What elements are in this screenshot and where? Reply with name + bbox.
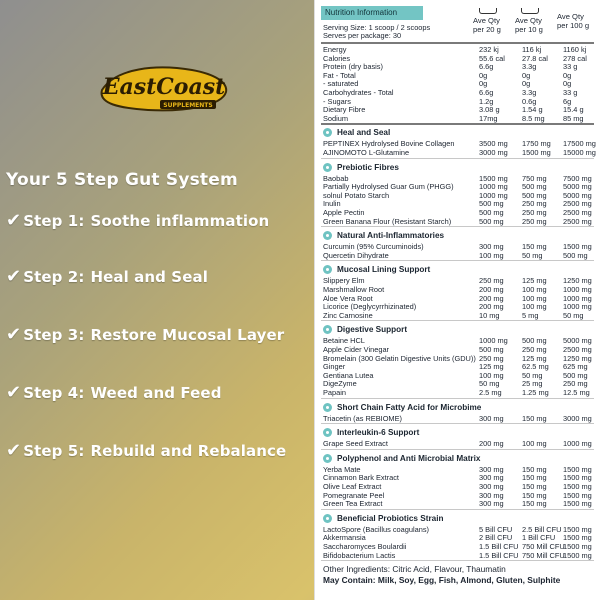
- quantity-cell: 1000 mg: [563, 293, 592, 303]
- quantity-cell: 150 mg: [522, 413, 547, 423]
- header-divider: [321, 42, 594, 44]
- quantity-cell: 7500 mg: [563, 173, 592, 183]
- section-divider: [321, 320, 594, 321]
- ingredient-name: PEPTINEX Hydrolysed Bovine Collagen: [323, 139, 455, 149]
- section-title: [323, 513, 443, 524]
- quantity-cell: 5000 mg: [563, 336, 592, 346]
- section-title: [323, 264, 430, 275]
- checkmark-icon: ✔: [6, 266, 22, 287]
- step-text: Heal and Seal: [90, 267, 208, 286]
- section-icon: [323, 128, 332, 137]
- ingredient-name: Pomegranate Peel: [323, 490, 385, 500]
- nutrition-panel: [314, 0, 600, 600]
- quantity-cell: 1500 mg: [563, 542, 592, 551]
- quantity-cell: 300 mg: [479, 473, 504, 483]
- quantity-cell: 2500 mg: [563, 199, 592, 209]
- quantity-cell: 500 mg: [479, 345, 504, 354]
- section-icon: [323, 428, 332, 437]
- quantity-cell: 150 mg: [522, 464, 547, 474]
- ingredient-name: Quercetin Dihydrate: [323, 250, 389, 260]
- quantity-cell: 1 Bill CFU: [522, 533, 556, 543]
- ingredient-name: AJINOMOTO L-Glutamine: [323, 148, 410, 157]
- ingredient-name: Apple Cider Vinegar: [323, 345, 390, 354]
- ingredient-name: Olive Leaf Extract: [323, 482, 382, 491]
- step-2: [6, 266, 208, 287]
- quantity-cell: 1250 mg: [563, 353, 592, 363]
- quantity-cell: 750 mg: [522, 173, 547, 183]
- quantity-cell: 1500 mg: [522, 148, 551, 157]
- step-label: Step 5:: [23, 441, 85, 460]
- quantity-cell: 1.54 g: [522, 105, 543, 115]
- ingredient-name: Bromelain (300 Gelatin Digestive Units (GDU)): [323, 353, 476, 363]
- brand-logo: [96, 60, 232, 118]
- quantity-cell: 1.25 mg: [522, 388, 549, 397]
- section-title-text: Digestive Support: [337, 325, 408, 335]
- column-header-100g: Ave Qty per 100 g: [557, 12, 590, 30]
- quantity-cell: 250 mg: [522, 216, 547, 226]
- section-divider: [321, 509, 594, 510]
- section-title: [323, 402, 481, 413]
- quantity-cell: 3000 mg: [563, 413, 592, 423]
- quantity-cell: 1500 mg: [563, 473, 592, 483]
- step-label: Step 2:: [23, 267, 85, 286]
- checkmark-icon: ✔: [6, 382, 22, 403]
- checkmark-icon: ✔: [6, 210, 22, 231]
- quantity-cell: 1500 mg: [479, 173, 508, 183]
- checkmark-icon: ✔: [6, 440, 22, 461]
- quantity-cell: 6.6g: [479, 88, 494, 97]
- table-row: [323, 414, 592, 423]
- section-divider: [321, 398, 594, 399]
- quantity-cell: 5000 mg: [563, 190, 592, 200]
- ingredient-name: Ginger: [323, 362, 346, 372]
- quantity-cell: 1500 mg: [563, 482, 592, 491]
- quantity-cell: 3.3g: [522, 88, 537, 97]
- ingredient-name: Papain: [323, 388, 347, 397]
- quantity-cell: 750 Mill CFU: [522, 542, 565, 551]
- ingredient-name: Sodium: [323, 113, 349, 123]
- quantity-cell: 2500 mg: [563, 208, 592, 217]
- table-row: [323, 148, 596, 157]
- quantity-cell: 1500 mg: [563, 499, 592, 509]
- quantity-cell: 1000 mg: [563, 285, 592, 294]
- quantity-cell: 1250 mg: [563, 276, 592, 286]
- quantity-cell: 1000 mg: [563, 302, 592, 312]
- quantity-cell: 15000 mg: [563, 148, 596, 157]
- section-divider: [321, 260, 594, 261]
- quantity-cell: 3.08 g: [479, 105, 500, 115]
- quantity-cell: 12.5 mg: [563, 388, 590, 397]
- quantity-cell: 300 mg: [479, 413, 504, 423]
- quantity-cell: 5 Bill CFU: [479, 524, 513, 534]
- section-icon: [323, 454, 332, 463]
- quantity-cell: 50 mg: [479, 379, 500, 389]
- quantity-cell: 1000 mg: [479, 190, 508, 200]
- quantity-cell: 10 mg: [479, 310, 500, 320]
- quantity-cell: 300 mg: [479, 242, 504, 252]
- quantity-cell: 278 cal: [563, 53, 587, 63]
- quantity-cell: 1500 mg: [563, 533, 592, 543]
- quantity-cell: 500 mg: [479, 208, 504, 217]
- table-row: [323, 499, 592, 508]
- ingredient-name: Dietary Fibre: [323, 105, 366, 115]
- ingredient-name: Protein (dry basis): [323, 62, 383, 72]
- table-row: [323, 388, 592, 397]
- column-header-10g: Ave Qty per 10 g: [515, 8, 543, 34]
- ingredient-name: Yerba Mate: [323, 464, 361, 474]
- ingredient-name: Akkermansia: [323, 533, 366, 543]
- section-title-text: Short Chain Fatty Acid for Microbime: [337, 402, 482, 412]
- quantity-cell: 1.5 Bill CFU: [479, 542, 519, 551]
- quantity-cell: 1000 mg: [563, 439, 592, 449]
- quantity-cell: 300 mg: [479, 482, 504, 491]
- ingredient-name: Slippery Elm: [323, 276, 365, 286]
- quantity-cell: 0g: [522, 70, 531, 80]
- quantity-cell: 500 mg: [522, 336, 547, 346]
- section-title: [323, 324, 407, 335]
- quantity-cell: 1500 mg: [563, 242, 592, 252]
- ingredient-name: - Sugars: [323, 96, 351, 106]
- section-title-text: Prebiotic Fibres: [337, 162, 399, 172]
- section-title: [323, 453, 480, 464]
- quantity-cell: 25 mg: [522, 379, 543, 389]
- quantity-cell: 1000 mg: [479, 182, 508, 192]
- quantity-cell: 2 Bill CFU: [479, 533, 513, 543]
- quantity-cell: 1500 mg: [563, 550, 592, 560]
- ingredient-name: Bifidobacterium Lactis: [323, 550, 396, 560]
- ingredient-name: Grape Seed Extract: [323, 439, 388, 449]
- section-icon: [323, 163, 332, 172]
- quantity-cell: 8.5 mg: [522, 113, 545, 123]
- section-divider: [321, 560, 594, 561]
- quantity-cell: 2500 mg: [563, 345, 592, 354]
- quantity-cell: 27.8 cal: [522, 53, 548, 63]
- quantity-cell: 0g: [479, 79, 488, 89]
- quantity-cell: 500 mg: [563, 370, 588, 380]
- quantity-cell: 150 mg: [522, 482, 547, 491]
- may-contain-allergens: May Contain: Milk, Soy, Egg, Fish, Almond, Gluten, Sulphite: [323, 575, 561, 586]
- quantity-cell: 1500 mg: [563, 490, 592, 500]
- step-label: Step 1:: [23, 211, 85, 230]
- quantity-cell: 200 mg: [479, 302, 504, 312]
- quantity-cell: 125 mg: [522, 353, 547, 363]
- ingredient-name: Carbohydrates - Total: [323, 88, 394, 97]
- quantity-cell: 300 mg: [479, 464, 504, 474]
- logo-graphic: [96, 60, 232, 118]
- quantity-cell: 3000 mg: [479, 148, 508, 157]
- headline: Your 5 Step Gut System: [6, 170, 238, 190]
- quantity-cell: 5 mg: [522, 310, 539, 320]
- quantity-cell: 150 mg: [522, 473, 547, 483]
- quantity-cell: 0.6g: [522, 96, 537, 106]
- quantity-cell: 1500 mg: [563, 464, 592, 474]
- column-header-20g: Ave Qty per 20 g: [473, 8, 501, 34]
- quantity-cell: 500 mg: [522, 190, 547, 200]
- ingredient-name: DigeZyme: [323, 379, 357, 389]
- section-title: [323, 230, 444, 241]
- section-divider: [321, 158, 594, 159]
- quantity-cell: 17500 mg: [563, 139, 596, 149]
- section-title: [323, 127, 390, 138]
- section-title-text: Natural Anti-Inflammatories: [337, 231, 445, 241]
- section-title-text: Mucosal Lining Support: [337, 265, 431, 275]
- quantity-cell: 33 g: [563, 88, 578, 97]
- section-title-text: Polyphenol and Anti Microbial Matrix: [337, 453, 481, 463]
- quantity-cell: 500 mg: [479, 199, 504, 209]
- ingredient-name: Zinc Carnosine: [323, 310, 373, 320]
- quantity-cell: 250 mg: [522, 199, 547, 209]
- table-row: [323, 439, 592, 448]
- quantity-cell: 6.6g: [479, 62, 494, 72]
- quantity-cell: 1500 mg: [563, 524, 592, 534]
- quantity-cell: 150 mg: [522, 499, 547, 509]
- nutrition-info-badge: Nutrition Information: [321, 6, 423, 20]
- step-text: Soothe inflammation: [90, 211, 270, 230]
- checkmark-icon: ✔: [6, 324, 22, 345]
- section-title-text: Heal and Seal: [337, 128, 391, 138]
- section-title-text: Beneficial Probiotics Strain: [337, 513, 444, 523]
- quantity-cell: 17mg: [479, 113, 498, 123]
- quantity-cell: 200 mg: [479, 293, 504, 303]
- quantity-cell: 5000 mg: [563, 182, 592, 192]
- ingredient-name: solnul Potato Starch: [323, 190, 390, 200]
- ingredient-name: Curcumin (95% Curcuminoids): [323, 242, 424, 252]
- ingredient-name: Betaine HCL: [323, 336, 365, 346]
- quantity-cell: 3.3g: [522, 62, 537, 72]
- ingredient-name: Aloe Vera Root: [323, 293, 373, 303]
- quantity-cell: 232 kj: [479, 45, 499, 54]
- scoop-icon: [479, 8, 497, 14]
- ingredient-name: Triacetin (as REBIOME): [323, 413, 402, 423]
- ingredient-name: Green Banana Flour (Resistant Starch): [323, 216, 452, 226]
- scoop-icon: [521, 8, 539, 14]
- quantity-cell: 300 mg: [479, 499, 504, 509]
- quantity-cell: 200 mg: [479, 439, 504, 449]
- step-1: [6, 210, 269, 231]
- quantity-cell: 1160 kj: [563, 45, 587, 54]
- ingredient-name: Calories: [323, 53, 351, 63]
- step-text: Restore Mucosal Layer: [90, 325, 285, 344]
- quantity-cell: 250 mg: [522, 208, 547, 217]
- ingredient-name: Cinnamon Bark Extract: [323, 473, 399, 483]
- section-icon: [323, 265, 332, 274]
- step-5: [6, 440, 286, 461]
- quantity-cell: 50 mg: [522, 370, 543, 380]
- quantity-cell: 250 mg: [479, 353, 504, 363]
- section-title: [323, 427, 419, 438]
- ingredient-name: Inulin: [323, 199, 341, 209]
- ingredient-name: - saturated: [323, 79, 359, 89]
- section-divider: [321, 423, 594, 424]
- ingredient-name: Gentiana Lutea: [323, 370, 374, 380]
- section-title-text: Interleukin-6 Support: [337, 428, 420, 438]
- quantity-cell: 33 g: [563, 62, 578, 72]
- quantity-cell: 15.4 g: [563, 105, 584, 115]
- section-divider: [321, 449, 594, 450]
- table-row: [323, 217, 592, 226]
- quantity-cell: 0g: [563, 70, 572, 80]
- logo-subtext: SUPPLEMENTS: [163, 102, 213, 109]
- quantity-cell: 55.6 cal: [479, 53, 505, 63]
- quantity-cell: 100 mg: [522, 439, 547, 449]
- step-label: Step 3:: [23, 325, 85, 344]
- quantity-cell: 625 mg: [563, 362, 588, 372]
- quantity-cell: 1750 mg: [522, 139, 551, 149]
- quantity-cell: 150 mg: [522, 490, 547, 500]
- ingredient-name: Apple Pectin: [323, 208, 365, 217]
- quantity-cell: 150 mg: [522, 242, 547, 252]
- step-label: Step 4:: [23, 383, 85, 402]
- quantity-cell: 100 mg: [522, 285, 547, 294]
- ingredient-name: Fat - Total: [323, 70, 356, 80]
- step-3: [6, 324, 284, 345]
- quantity-cell: 125 mg: [479, 362, 504, 372]
- quantity-cell: 300 mg: [479, 490, 504, 500]
- quantity-cell: 1000 mg: [479, 336, 508, 346]
- quantity-cell: 100 mg: [479, 250, 504, 260]
- step-text: Rebuild and Rebalance: [90, 441, 287, 460]
- ingredient-name: Baobab: [323, 173, 349, 183]
- ingredient-name: Green Tea Extract: [323, 499, 383, 509]
- quantity-cell: 200 mg: [479, 285, 504, 294]
- quantity-cell: 1.2g: [479, 96, 494, 106]
- quantity-cell: 125 mg: [522, 276, 547, 286]
- quantity-cell: 250 mg: [479, 276, 504, 286]
- quantity-cell: 100 mg: [522, 293, 547, 303]
- quantity-cell: 0g: [479, 70, 488, 80]
- section-icon: [323, 514, 332, 523]
- quantity-cell: 50 mg: [563, 310, 584, 320]
- section-icon: [323, 325, 332, 334]
- table-row: [323, 551, 592, 560]
- serves-per-package: Serves per package: 30: [323, 31, 402, 40]
- quantity-cell: 100 mg: [479, 370, 504, 380]
- quantity-cell: 50 mg: [522, 250, 543, 260]
- quantity-cell: 3500 mg: [479, 139, 508, 149]
- other-ingredients: Other Ingredients: Citric Acid, Flavour, Thaumatin: [323, 564, 506, 575]
- quantity-cell: 2500 mg: [563, 216, 592, 226]
- ingredient-name: Licorice (Deglycyrrhizinated): [323, 302, 417, 312]
- step-4: [6, 382, 222, 403]
- table-row: [323, 311, 592, 320]
- quantity-cell: 1.5 Bill CFU: [479, 550, 519, 560]
- ingredient-name: LactoSpore (Bacillus coagulans): [323, 524, 429, 534]
- quantity-cell: 100 mg: [522, 302, 547, 312]
- ingredient-name: Partially Hydrolysed Guar Gum (PHGG): [323, 182, 454, 192]
- section-icon: [323, 231, 332, 240]
- section-divider: [321, 123, 594, 125]
- section-divider: [321, 226, 594, 227]
- quantity-cell: 750 Mill CFU: [522, 550, 565, 560]
- quantity-cell: 250 mg: [563, 379, 588, 389]
- ingredient-name: Saccharomyces Boulardii: [323, 542, 407, 551]
- quantity-cell: 500 mg: [522, 182, 547, 192]
- quantity-cell: 6g: [563, 96, 572, 106]
- quantity-cell: 116 kj: [522, 45, 542, 54]
- quantity-cell: 500 mg: [563, 250, 588, 260]
- table-row: [323, 114, 592, 123]
- section-icon: [323, 403, 332, 412]
- quantity-cell: 500 mg: [479, 216, 504, 226]
- serving-size: Serving Size: 1 scoop / 2 scoops: [323, 23, 431, 32]
- step-text: Weed and Feed: [90, 383, 222, 402]
- quantity-cell: 85 mg: [563, 113, 584, 123]
- table-row: [323, 251, 592, 260]
- logo-text: EastCoast: [102, 74, 226, 100]
- section-title: [323, 162, 399, 173]
- quantity-cell: 0g: [522, 79, 531, 89]
- quantity-cell: 250 mg: [522, 345, 547, 354]
- quantity-cell: 2.5 Bill CFU: [522, 524, 562, 534]
- quantity-cell: 62.5 mg: [522, 362, 549, 372]
- quantity-cell: 2.5 mg: [479, 388, 502, 397]
- ingredient-name: Energy: [323, 45, 347, 54]
- quantity-cell: 0g: [563, 79, 572, 89]
- ingredient-name: Marshmallow Root: [323, 285, 385, 294]
